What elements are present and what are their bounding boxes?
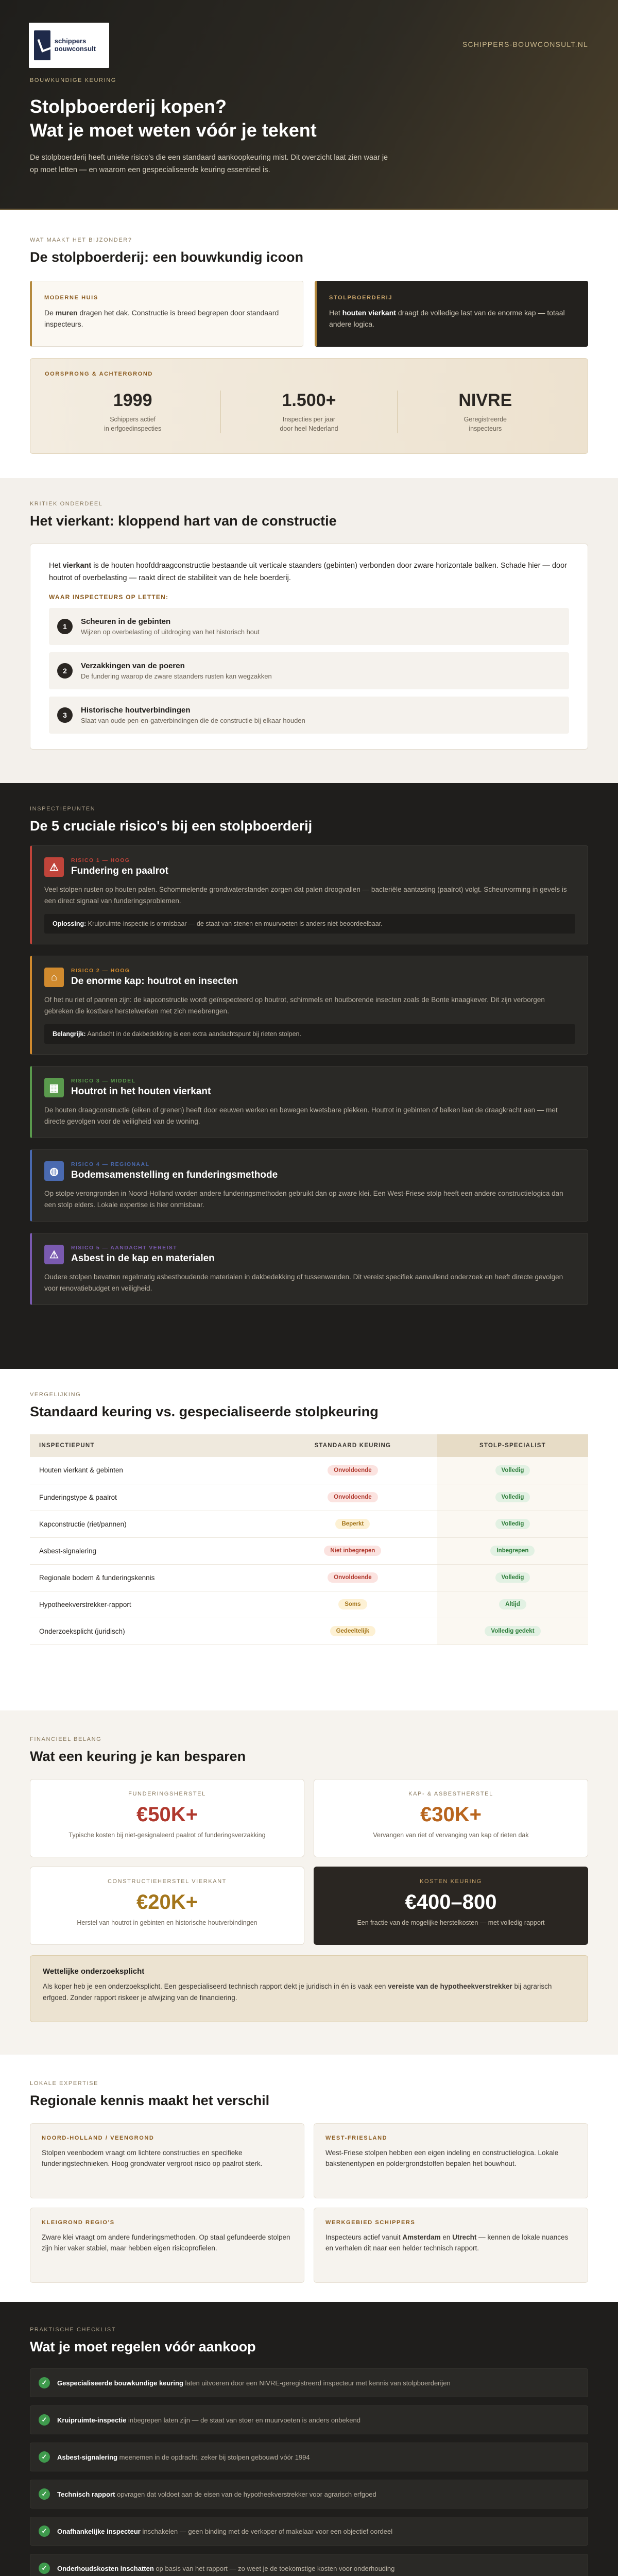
text-rest: inbegrepen laten zijn — de staat van stoer en muurvoeten is anders onbekend [126,2416,360,2424]
saving-card [314,1867,588,1945]
text-bold: Onafhankelijke inspecteur [57,2527,141,2535]
risk-level: RISICO 2 — HOOG [71,968,130,974]
cell-specialist [437,1564,588,1591]
note-text: Aandacht in de dakbedekking is een extra aandachtspunt bij rieten stolpen. [85,1030,301,1038]
card-text [44,307,290,330]
warning-icon: ⚠ [44,857,64,877]
status-badge: Altijd [499,1599,526,1609]
region-card [314,2208,588,2283]
saving-amount: €20K+ [136,1891,198,1913]
number-badge: 3 [57,707,73,723]
status-badge: Onvoldoende [328,1572,377,1583]
legal-panel [30,1955,588,2022]
checklist-item [30,2517,588,2546]
risk-card [30,845,588,944]
risk-card [30,1149,588,1222]
region-label: NOORD-HOLLAND / VEENGROND [42,2135,154,2141]
check-icon: ✓ [39,2451,50,2463]
status-badge: Volledig [495,1465,530,1476]
section-eyebrow: FINANCIEEL BELANG [30,1736,102,1742]
saving-card [314,1779,588,1857]
savings-section [0,1710,618,2055]
inspect-item [49,652,569,689]
region-card [30,2123,304,2198]
cell-standard [268,1511,437,1537]
risk-head [44,857,575,877]
check-icon: ✓ [39,2488,50,2500]
text-bold: muren [55,309,78,317]
text-pre: Het [49,562,63,570]
saving-card [30,1867,304,1945]
section-eyebrow: INSPECTIEPUNTEN [30,806,96,812]
stat-number: NIVRE [458,391,512,410]
cell-specialist [437,1457,588,1484]
section-eyebrow: PRAKTISCHE CHECKLIST [30,2327,116,2333]
text-post: dragen het dak. Constructie is breed begrepen door standaard inspecteurs. [44,309,279,328]
section-title: Regionale kennis maakt het verschil [30,2093,270,2108]
item-title: Scheuren in de gebinten [81,617,171,626]
saving-label: KAP- & ASBESTHERSTEL [408,1791,493,1797]
stat-item [398,391,573,433]
hero-title-line1: Stolpboerderij kopen? [30,96,227,117]
risk-title: Bodemsamenstelling en funderingsmethode [71,1170,278,1180]
risk-body: Oudere stolpen bevatten regelmatig asbesthoudende materialen in dakbedekking of tussenwanden. Dit vereist specifiek aanvullend onderzoek en heeft directe gevolgen voor renovatiebudget en veiligheid. [44,1273,563,1292]
card-stolpboerderij [315,281,588,347]
logo-text: schippers bouwconsult [54,37,96,53]
risk-head [44,968,575,987]
stat-number: 1.500+ [282,391,336,410]
stat-label-line1: Inspecties per jaar [282,416,336,423]
risk-list [30,845,588,1305]
text-bold: Utrecht [452,2233,477,2241]
section-eyebrow: KRITIEK ONDERDEEL [30,501,103,507]
origin-label: OORSPRONG & ACHTERGROND [45,371,153,377]
status-badge: Inbegrepen [490,1546,535,1556]
risk-heading [71,1161,278,1181]
checklist-section [0,2302,618,2576]
cell-standard [268,1484,437,1511]
text-bold: Asbest-signalering [57,2453,118,2461]
item-title: Historische houtverbindingen [81,706,191,715]
col-header-standard: STANDAARD KEURING [268,1434,437,1457]
vierkant-section [0,478,618,783]
risk-body: Veel stolpen rusten op houten palen. Schommelende grondwaterstanden zorgen dat palen droogvallen — bacteriële aantasting (paalrot) volgt. Scheurvorming in gevels is een direct signaal van funderingsproblemen. [44,886,567,905]
vierkant-box [30,544,588,750]
legal-title: Wettelijke onderzoeksplicht [43,1967,145,1976]
item-title: Verzakkingen van de poeren [81,662,185,670]
table-row [30,1537,588,1564]
risk-head [44,1161,575,1181]
stat-item [45,391,221,433]
cell-specialist [437,1511,588,1537]
text-bold: Gespecialiseerde bouwkundige keuring [57,2379,183,2387]
checklist [30,2368,588,2576]
cell-point: Houten vierkant & gebinten [30,1457,268,1484]
table-row [30,1457,588,1484]
text-rest: opvragen dat voldoet aan de eisen van de hypotheekverstrekker voor agrarisch erfgoed [115,2490,376,2498]
card-label: STOLPBOERDERIJ [329,295,393,301]
check-icon: ✓ [39,2377,50,2388]
region-text: West-Friese stolpen hebben een eigen indeling en constructielogica. Lokale bakstenentypen en poldergrondstoffen bepalen het bouwhout. [325,2149,559,2167]
comparison-cards [30,281,588,347]
origin-panel [30,358,588,454]
saving-amount: €30K+ [420,1803,482,1826]
text-bold: vierkant [62,562,92,570]
cell-point: Funderingstype & paalrot [30,1484,268,1511]
saving-desc: Typische kosten bij niet-gesignaleerd paalrot of funderingsverzakking [68,1832,266,1839]
cell-standard [268,1564,437,1591]
status-badge: Onvoldoende [328,1492,377,1502]
section-title: De stolpboerderij: een bouwkundig icoon [30,249,304,265]
risk-head [44,1078,575,1097]
status-badge: Gedeeltelijk [330,1626,376,1636]
saving-amount: €400–800 [405,1891,497,1913]
table-row [30,1564,588,1591]
check-icon: ✓ [39,2563,50,2574]
text-bold: Kruipruimte-inspectie [57,2416,127,2424]
inspect-item [49,697,569,734]
stat-label-line2: in erfgoedinspecties [104,425,162,432]
risk-body: Op stolpe verongronden in Noord-Holland worden andere funderingsmethoden gebruikt dan op zware klei. Een West-Friese stolp heeft een andere constructielogica dan een stolp elders. Lokale expertise is hier onmisbaar. [44,1190,563,1209]
text-post: — kennen de lokale nuances en verhalen dit naar een helder technisch rapport. [325,2233,569,2252]
cell-standard [268,1537,437,1564]
section-title: Standaard keuring vs. gespecialiseerde stolpkeuring [30,1404,379,1419]
stat-item [221,391,397,433]
checklist-item [30,2443,588,2471]
cell-point: Regionale bodem & funderingskennis [30,1564,268,1591]
risk-card [30,1233,588,1305]
item-desc: Slaat van oude pen-en-gatverbindingen die de constructie bij elkaar houden [81,717,305,724]
region-card [30,2208,304,2283]
section-eyebrow: LOKALE EXPERTISE [30,2080,99,2087]
section-eyebrow: VERGELIJKING [30,1392,81,1398]
number-badge: 2 [57,663,73,679]
col-header-specialist: STOLP-SPECIALIST [437,1434,588,1457]
icon-section [0,210,618,478]
card-text [329,307,575,330]
risk-body: De houten draagconstructie (eiken of grenen) heeft door eeuwen werken en bewegen kwetsbare plekken. Houtrot in gebinten of balken laat de draagkracht aan — met directe gevolgen voor de veiligheid van de woning. [44,1106,558,1125]
risk-body: Of het nu riet of pannen zijn: de kapconstructie wordt geïnspecteerd op houtrot, schimmels en houtborende insecten zoals de Bonte knaagkever. Dit zijn verborgen gebreken die kostbare herstelwerken met zich meebrengen. [44,996,545,1015]
item-desc: Wijzen op overbelasting of uitdroging van het historisch hout [81,628,260,636]
globe-icon: ◍ [44,1161,64,1181]
cell-point: Onderzoeksplicht (juridisch) [30,1618,268,1645]
section-title: Het vierkant: kloppend hart van de constructie [30,513,337,529]
note-text: Kruipruimte-inspectie is onmisbaar — de staat van stenen en muurvoeten is anders niet beoordeelbaar. [86,920,383,927]
section-title: Wat je moet regelen vóór aankoop [30,2339,256,2354]
regional-section [0,2055,618,2302]
risk-heading [71,857,168,877]
checklist-item [30,2368,588,2397]
col-header-point: INSPECTIEPUNT [30,1434,268,1457]
cell-standard [268,1591,437,1618]
text-post: draagt de volledige last van de enorme kap — totaal andere logica. [329,309,565,328]
grid-icon: ▦ [44,1078,64,1097]
section-eyebrow: WAT MAAKT HET BIJZONDER? [30,237,132,243]
status-badge: Onvoldoende [328,1465,377,1476]
status-badge: Beperkt [335,1519,370,1529]
text-post: is de houten hoofddraagconstructie bestaande uit verticale staanders (gebinten) verbonden door zware horizontale balken. Schade hier — door houtrot of overbelasting — raakt direct de stabiliteit van de hele boerderij. [49,562,567,582]
risk-title: Houtrot in het houten vierkant [71,1086,211,1097]
cell-specialist [437,1537,588,1564]
inspect-item [49,608,569,645]
compare-section [0,1369,618,1710]
number-badge: 1 [57,619,73,634]
risk-note [44,1024,575,1044]
cell-standard [268,1457,437,1484]
hero-title [30,95,317,142]
region-text: Stolpen veenbodem vraagt om lichtere constructies en specifieke funderingstechnieken. Hoog grondwater vergroot risico op paalrot sterk. [42,2149,263,2167]
text-bold: Onderhoudskosten inschatten [57,2564,154,2572]
check-icon: ✓ [39,2526,50,2537]
stats-row [45,391,573,433]
saving-card [30,1779,304,1857]
text-post: bij agrarisch erfgoed. Zonder rapport riskeer je afwijzing van de financiering. [43,1982,552,2002]
checklist-item [30,2554,588,2576]
cell-specialist [437,1591,588,1618]
table-header-row [30,1434,588,1457]
hero-intro: De stolpboerderij heeft unieke risico's die een standaard aankoopkeuring mist. Dit overzicht laat zien waar je op moet letten — en waarom een gespecialiseerde keuring essentieel is. [30,154,388,174]
saving-desc: Herstel van houtrot in gebinten en historische houtverbindingen [77,1919,258,1926]
logo[interactable] [29,23,109,68]
risk-title: Fundering en paalrot [71,866,168,876]
card-modern-house [30,281,303,347]
risk-level: RISICO 3 — MIDDEL [71,1078,136,1084]
region-card [314,2123,588,2198]
legal-text [43,1981,575,2004]
item-desc: De fundering waarop de zware staanders rusten kan wegzakken [81,672,272,680]
saving-desc: Een fractie van de mogelijke herstelkosten — met volledig rapport [357,1919,545,1926]
text-mid: en [440,2233,453,2241]
risk-heading [71,1078,211,1097]
saving-label: FUNDERINGSHERSTEL [128,1791,206,1797]
checklist-text [57,2528,392,2535]
checklist-text [57,2416,360,2424]
text-bold: Technisch rapport [57,2490,115,2498]
comparison-table [30,1434,588,1645]
text-rest: inschakelen — geen binding met de verkoper of makelaar voor een objectief oordeel [140,2527,393,2535]
region-label: WERKGEBIED SCHIPPERS [325,2219,416,2226]
asbestos-warning-icon: ⚠ [44,1245,64,1264]
checklist-text [57,2490,376,2498]
table-row [30,1511,588,1537]
inspect-subheading: WAAR INSPECTEURS OP LETTEN: [49,594,169,601]
risk-level: RISICO 1 — HOOG [71,857,130,863]
risk-note [44,914,575,934]
stat-number: 1999 [113,391,152,410]
hero-title-line2: Wat je moet weten vóór je tekent [30,120,317,141]
region-label: WEST-FRIESLAND [325,2135,388,2141]
home-icon: ⌂ [44,968,64,987]
check-icon: ✓ [39,2414,50,2426]
risk-title: Asbest in de kap en materialen [71,1253,215,1264]
cell-standard [268,1618,437,1645]
risk-title: De enorme kap: houtrot en insecten [71,976,238,987]
stat-label [45,415,220,433]
text-bold: houten vierkant [342,309,396,317]
stat-label-line1: Schippers actief [110,416,156,423]
checklist-item [30,2405,588,2434]
saving-desc: Vervangen van riet of vervanging van kap of rieten dak [373,1832,529,1839]
saving-amount: €50K+ [136,1803,198,1826]
text-bold: vereiste van de hypotheekverstrekker [388,1982,512,1990]
table-row [30,1618,588,1645]
status-badge: Niet inbegrepen [324,1546,381,1556]
text-pre: Als koper heb je een onderzoeksplicht. Een gespecialiseerd technisch rapport dekt je juridisch in én is vaak een [43,1982,388,1990]
text-rest: meenemen in de opdracht, zeker bij stolpen gebouwd vóór 1994 [117,2453,310,2461]
region-label: KLEIGROND REGIO'S [42,2219,115,2226]
logo-mark-icon [34,30,50,60]
domain-link[interactable]: SCHIPPERS-BOUWCONSULT.NL [462,40,588,48]
regional-grid [30,2123,588,2283]
risk-level: RISICO 4 — REGIONAAL [71,1161,150,1167]
text-rest: op basis van het rapport — zo weet je de toekomstige kosten voor onderhouding [153,2564,395,2572]
risk-heading [71,968,238,987]
hero [0,0,618,210]
cell-specialist [437,1618,588,1645]
stat-label [221,415,397,433]
note-label: Oplossing: [53,920,87,927]
risk-head [44,1245,575,1264]
vierkant-intro [49,560,569,584]
risk-card [30,956,588,1055]
text-pre: Het [329,309,342,317]
status-badge: Soms [338,1599,367,1609]
risk-level: RISICO 5 — AANDACHT VEREIST [71,1245,178,1251]
note-label: Belangrijk: [53,1030,86,1038]
stat-label-line2: inspecteurs [469,425,502,432]
saving-label: KOSTEN KEURING [420,1878,482,1885]
text-bold: Amsterdam [402,2233,441,2241]
stat-label [398,415,573,433]
checklist-text [57,2379,451,2387]
card-label: MODERNE HUIS [44,295,98,301]
stat-label-line2: door heel Nederland [280,425,338,432]
risk-heading [71,1245,215,1264]
risks-section [0,783,618,1369]
savings-grid [30,1779,588,1945]
checklist-text [57,2565,394,2572]
region-text: Zware klei vraagt om andere funderingsmethoden. Op staal gefundeerde stolpen zijn hier vaker stabiel, maar hebben eigen risicoprofielen. [42,2233,290,2252]
status-badge: Volledig [495,1572,530,1583]
status-badge: Volledig gedekt [485,1626,540,1636]
risk-card [30,1066,588,1138]
status-badge: Volledig [495,1492,530,1502]
table-row [30,1484,588,1511]
section-title: Wat een keuring je kan besparen [30,1749,246,1764]
text-pre: Inspecteurs actief vanuit [325,2233,403,2241]
saving-label: CONSTRUCTIEHERSTEL VIERKANT [107,1878,227,1885]
checklist-text [57,2453,310,2461]
section-title: De 5 cruciale risico's bij een stolpboerderij [30,818,313,834]
table-row [30,1591,588,1618]
cell-specialist [437,1484,588,1511]
cell-point: Hypotheekverstrekker-rapport [30,1591,268,1618]
status-badge: Volledig [495,1519,530,1529]
checklist-item [30,2480,588,2509]
text-pre: De [44,309,56,317]
hero-eyebrow: BOUWKUNDIGE KEURING [30,77,116,83]
stat-label-line1: Geregistreerde [464,416,507,423]
cell-point: Asbest-signalering [30,1537,268,1564]
text-rest: laten uitvoeren door een NIVRE-geregistreerd inspecteur met kennis van stolpboerderijen [183,2379,451,2387]
region-text [325,2232,576,2253]
cell-point: Kapconstructie (riet/pannen) [30,1511,268,1537]
